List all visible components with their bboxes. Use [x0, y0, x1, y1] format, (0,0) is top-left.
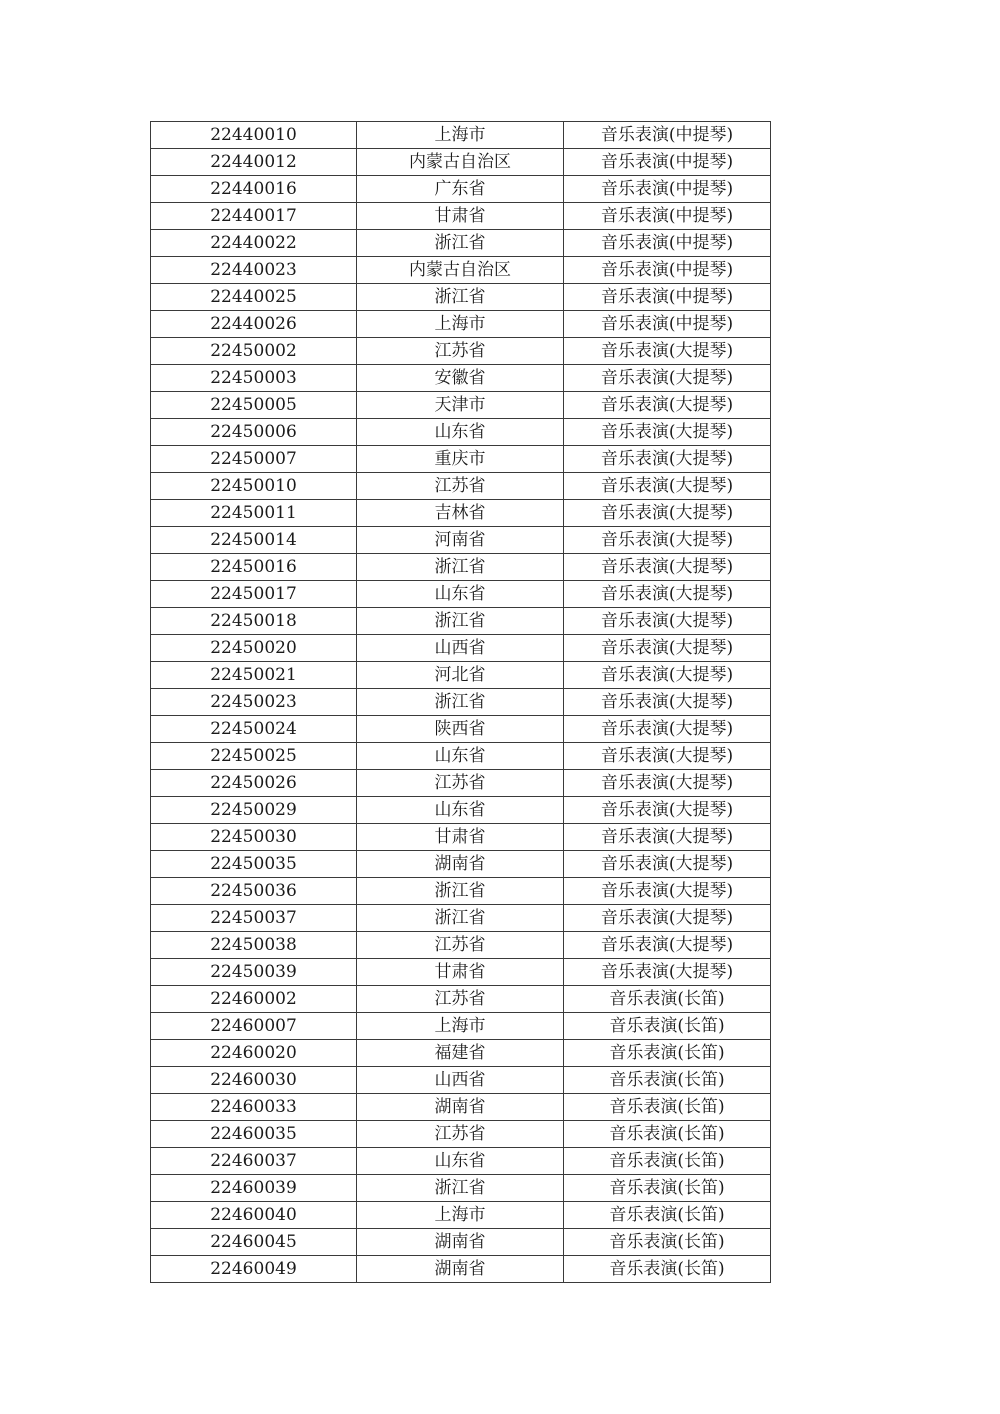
exam-number-cell: 22440012 — [151, 149, 357, 176]
exam-number-cell: 22460002 — [151, 986, 357, 1013]
exam-number-cell: 22450016 — [151, 554, 357, 581]
table-row — [151, 473, 771, 500]
province-cell: 湖南省 — [357, 1094, 564, 1121]
table-row — [151, 446, 771, 473]
major-cell: 音乐表演(大提琴) — [564, 932, 771, 959]
table-row — [151, 230, 771, 257]
exam-number-cell: 22460039 — [151, 1175, 357, 1202]
major-cell: 音乐表演(长笛) — [564, 1067, 771, 1094]
province-cell: 甘肃省 — [357, 959, 564, 986]
province-cell: 山东省 — [357, 1148, 564, 1175]
table-row — [151, 1040, 771, 1067]
major-cell: 音乐表演(大提琴) — [564, 365, 771, 392]
table-row — [151, 770, 771, 797]
exam-number-cell: 22440016 — [151, 176, 357, 203]
table-row — [151, 149, 771, 176]
table-row — [151, 1094, 771, 1121]
table-row — [151, 500, 771, 527]
province-cell: 湖南省 — [357, 1256, 564, 1283]
exam-number-cell: 22460020 — [151, 1040, 357, 1067]
major-cell: 音乐表演(大提琴) — [564, 743, 771, 770]
table-row — [151, 122, 771, 149]
table-row — [151, 311, 771, 338]
province-cell: 山东省 — [357, 797, 564, 824]
province-cell: 江苏省 — [357, 986, 564, 1013]
exam-number-cell: 22460049 — [151, 1256, 357, 1283]
table-row — [151, 338, 771, 365]
major-cell: 音乐表演(大提琴) — [564, 419, 771, 446]
province-cell: 河北省 — [357, 662, 564, 689]
major-cell: 音乐表演(长笛) — [564, 1094, 771, 1121]
major-cell: 音乐表演(大提琴) — [564, 689, 771, 716]
exam-number-cell: 22450010 — [151, 473, 357, 500]
exam-number-cell: 22460037 — [151, 1148, 357, 1175]
province-cell: 上海市 — [357, 122, 564, 149]
province-cell: 江苏省 — [357, 770, 564, 797]
exam-number-cell: 22460045 — [151, 1229, 357, 1256]
major-cell: 音乐表演(大提琴) — [564, 662, 771, 689]
exam-number-cell: 22460040 — [151, 1202, 357, 1229]
major-cell: 音乐表演(大提琴) — [564, 554, 771, 581]
province-cell: 浙江省 — [357, 284, 564, 311]
major-cell: 音乐表演(长笛) — [564, 1229, 771, 1256]
province-cell: 江苏省 — [357, 932, 564, 959]
exam-number-cell: 22450023 — [151, 689, 357, 716]
table-row — [151, 824, 771, 851]
table-row — [151, 581, 771, 608]
major-cell: 音乐表演(长笛) — [564, 1175, 771, 1202]
province-cell: 浙江省 — [357, 878, 564, 905]
exam-number-cell: 22450014 — [151, 527, 357, 554]
province-cell: 安徽省 — [357, 365, 564, 392]
province-cell: 浙江省 — [357, 689, 564, 716]
major-cell: 音乐表演(中提琴) — [564, 176, 771, 203]
exam-number-cell: 22450006 — [151, 419, 357, 446]
table-row — [151, 932, 771, 959]
exam-number-cell: 22450011 — [151, 500, 357, 527]
table-row — [151, 1175, 771, 1202]
table-row — [151, 716, 771, 743]
major-cell: 音乐表演(中提琴) — [564, 230, 771, 257]
province-cell: 甘肃省 — [357, 203, 564, 230]
exam-number-cell: 22440026 — [151, 311, 357, 338]
province-cell: 江苏省 — [357, 473, 564, 500]
province-cell: 山东省 — [357, 743, 564, 770]
major-cell: 音乐表演(长笛) — [564, 1121, 771, 1148]
major-cell: 音乐表演(长笛) — [564, 1040, 771, 1067]
province-cell: 广东省 — [357, 176, 564, 203]
exam-number-cell: 22450003 — [151, 365, 357, 392]
exam-number-cell: 22450017 — [151, 581, 357, 608]
table-row — [151, 608, 771, 635]
exam-number-cell: 22440010 — [151, 122, 357, 149]
exam-number-cell: 22450036 — [151, 878, 357, 905]
table-row — [151, 797, 771, 824]
major-cell: 音乐表演(长笛) — [564, 1202, 771, 1229]
exam-number-cell: 22460035 — [151, 1121, 357, 1148]
exam-number-cell: 22450037 — [151, 905, 357, 932]
table-row — [151, 419, 771, 446]
major-cell: 音乐表演(中提琴) — [564, 311, 771, 338]
table-row — [151, 851, 771, 878]
candidate-table-body — [151, 122, 771, 1283]
exam-number-cell: 22460030 — [151, 1067, 357, 1094]
exam-number-cell: 22440023 — [151, 257, 357, 284]
major-cell: 音乐表演(大提琴) — [564, 338, 771, 365]
major-cell: 音乐表演(中提琴) — [564, 203, 771, 230]
major-cell: 音乐表演(大提琴) — [564, 959, 771, 986]
province-cell: 吉林省 — [357, 500, 564, 527]
exam-number-cell: 22440017 — [151, 203, 357, 230]
major-cell: 音乐表演(中提琴) — [564, 257, 771, 284]
table-row — [151, 959, 771, 986]
major-cell: 音乐表演(大提琴) — [564, 770, 771, 797]
province-cell: 浙江省 — [357, 905, 564, 932]
table-row — [151, 662, 771, 689]
province-cell: 浙江省 — [357, 1175, 564, 1202]
province-cell: 山西省 — [357, 1067, 564, 1094]
exam-number-cell: 22450007 — [151, 446, 357, 473]
table-row — [151, 1202, 771, 1229]
table-row — [151, 635, 771, 662]
province-cell: 浙江省 — [357, 608, 564, 635]
major-cell: 音乐表演(大提琴) — [564, 716, 771, 743]
exam-number-cell: 22450018 — [151, 608, 357, 635]
table-row — [151, 176, 771, 203]
exam-number-cell: 22450024 — [151, 716, 357, 743]
province-cell: 江苏省 — [357, 338, 564, 365]
province-cell: 浙江省 — [357, 230, 564, 257]
province-cell: 浙江省 — [357, 554, 564, 581]
table-row — [151, 743, 771, 770]
exam-number-cell: 22450002 — [151, 338, 357, 365]
exam-number-cell: 22450005 — [151, 392, 357, 419]
major-cell: 音乐表演(中提琴) — [564, 122, 771, 149]
exam-number-cell: 22450030 — [151, 824, 357, 851]
table-row — [151, 1256, 771, 1283]
table-row — [151, 554, 771, 581]
province-cell: 重庆市 — [357, 446, 564, 473]
province-cell: 甘肃省 — [357, 824, 564, 851]
exam-number-cell: 22450020 — [151, 635, 357, 662]
province-cell: 湖南省 — [357, 1229, 564, 1256]
table-row — [151, 689, 771, 716]
major-cell: 音乐表演(大提琴) — [564, 392, 771, 419]
major-cell: 音乐表演(大提琴) — [564, 635, 771, 662]
major-cell: 音乐表演(大提琴) — [564, 851, 771, 878]
province-cell: 河南省 — [357, 527, 564, 554]
province-cell: 山西省 — [357, 635, 564, 662]
table-row — [151, 203, 771, 230]
exam-number-cell: 22450035 — [151, 851, 357, 878]
major-cell: 音乐表演(大提琴) — [564, 608, 771, 635]
table-row — [151, 1148, 771, 1175]
table-row — [151, 1067, 771, 1094]
province-cell: 山东省 — [357, 419, 564, 446]
province-cell: 内蒙古自治区 — [357, 149, 564, 176]
major-cell: 音乐表演(大提琴) — [564, 473, 771, 500]
table-row — [151, 392, 771, 419]
table-row — [151, 257, 771, 284]
candidate-table — [150, 121, 771, 1283]
table-row — [151, 1121, 771, 1148]
major-cell: 音乐表演(大提琴) — [564, 797, 771, 824]
province-cell: 山东省 — [357, 581, 564, 608]
major-cell: 音乐表演(长笛) — [564, 1256, 771, 1283]
major-cell: 音乐表演(大提琴) — [564, 878, 771, 905]
province-cell: 上海市 — [357, 1013, 564, 1040]
exam-number-cell: 22440022 — [151, 230, 357, 257]
major-cell: 音乐表演(大提琴) — [564, 500, 771, 527]
major-cell: 音乐表演(长笛) — [564, 1013, 771, 1040]
table-row — [151, 365, 771, 392]
major-cell: 音乐表演(长笛) — [564, 986, 771, 1013]
exam-number-cell: 22460033 — [151, 1094, 357, 1121]
major-cell: 音乐表演(大提琴) — [564, 581, 771, 608]
major-cell: 音乐表演(长笛) — [564, 1148, 771, 1175]
table-row — [151, 284, 771, 311]
exam-number-cell: 22450039 — [151, 959, 357, 986]
exam-number-cell: 22450025 — [151, 743, 357, 770]
major-cell: 音乐表演(中提琴) — [564, 284, 771, 311]
province-cell: 天津市 — [357, 392, 564, 419]
major-cell: 音乐表演(大提琴) — [564, 905, 771, 932]
major-cell: 音乐表演(大提琴) — [564, 824, 771, 851]
province-cell: 湖南省 — [357, 851, 564, 878]
province-cell: 上海市 — [357, 1202, 564, 1229]
table-row — [151, 1229, 771, 1256]
exam-number-cell: 22450029 — [151, 797, 357, 824]
exam-number-cell: 22460007 — [151, 1013, 357, 1040]
major-cell: 音乐表演(中提琴) — [564, 149, 771, 176]
exam-number-cell: 22450026 — [151, 770, 357, 797]
table-row — [151, 1013, 771, 1040]
province-cell: 江苏省 — [357, 1121, 564, 1148]
table-row — [151, 878, 771, 905]
province-cell: 上海市 — [357, 311, 564, 338]
exam-number-cell: 22450038 — [151, 932, 357, 959]
province-cell: 陕西省 — [357, 716, 564, 743]
table-row — [151, 905, 771, 932]
major-cell: 音乐表演(大提琴) — [564, 446, 771, 473]
province-cell: 福建省 — [357, 1040, 564, 1067]
province-cell: 内蒙古自治区 — [357, 257, 564, 284]
exam-number-cell: 22440025 — [151, 284, 357, 311]
exam-number-cell: 22450021 — [151, 662, 357, 689]
table-row — [151, 986, 771, 1013]
table-row — [151, 527, 771, 554]
major-cell: 音乐表演(大提琴) — [564, 527, 771, 554]
